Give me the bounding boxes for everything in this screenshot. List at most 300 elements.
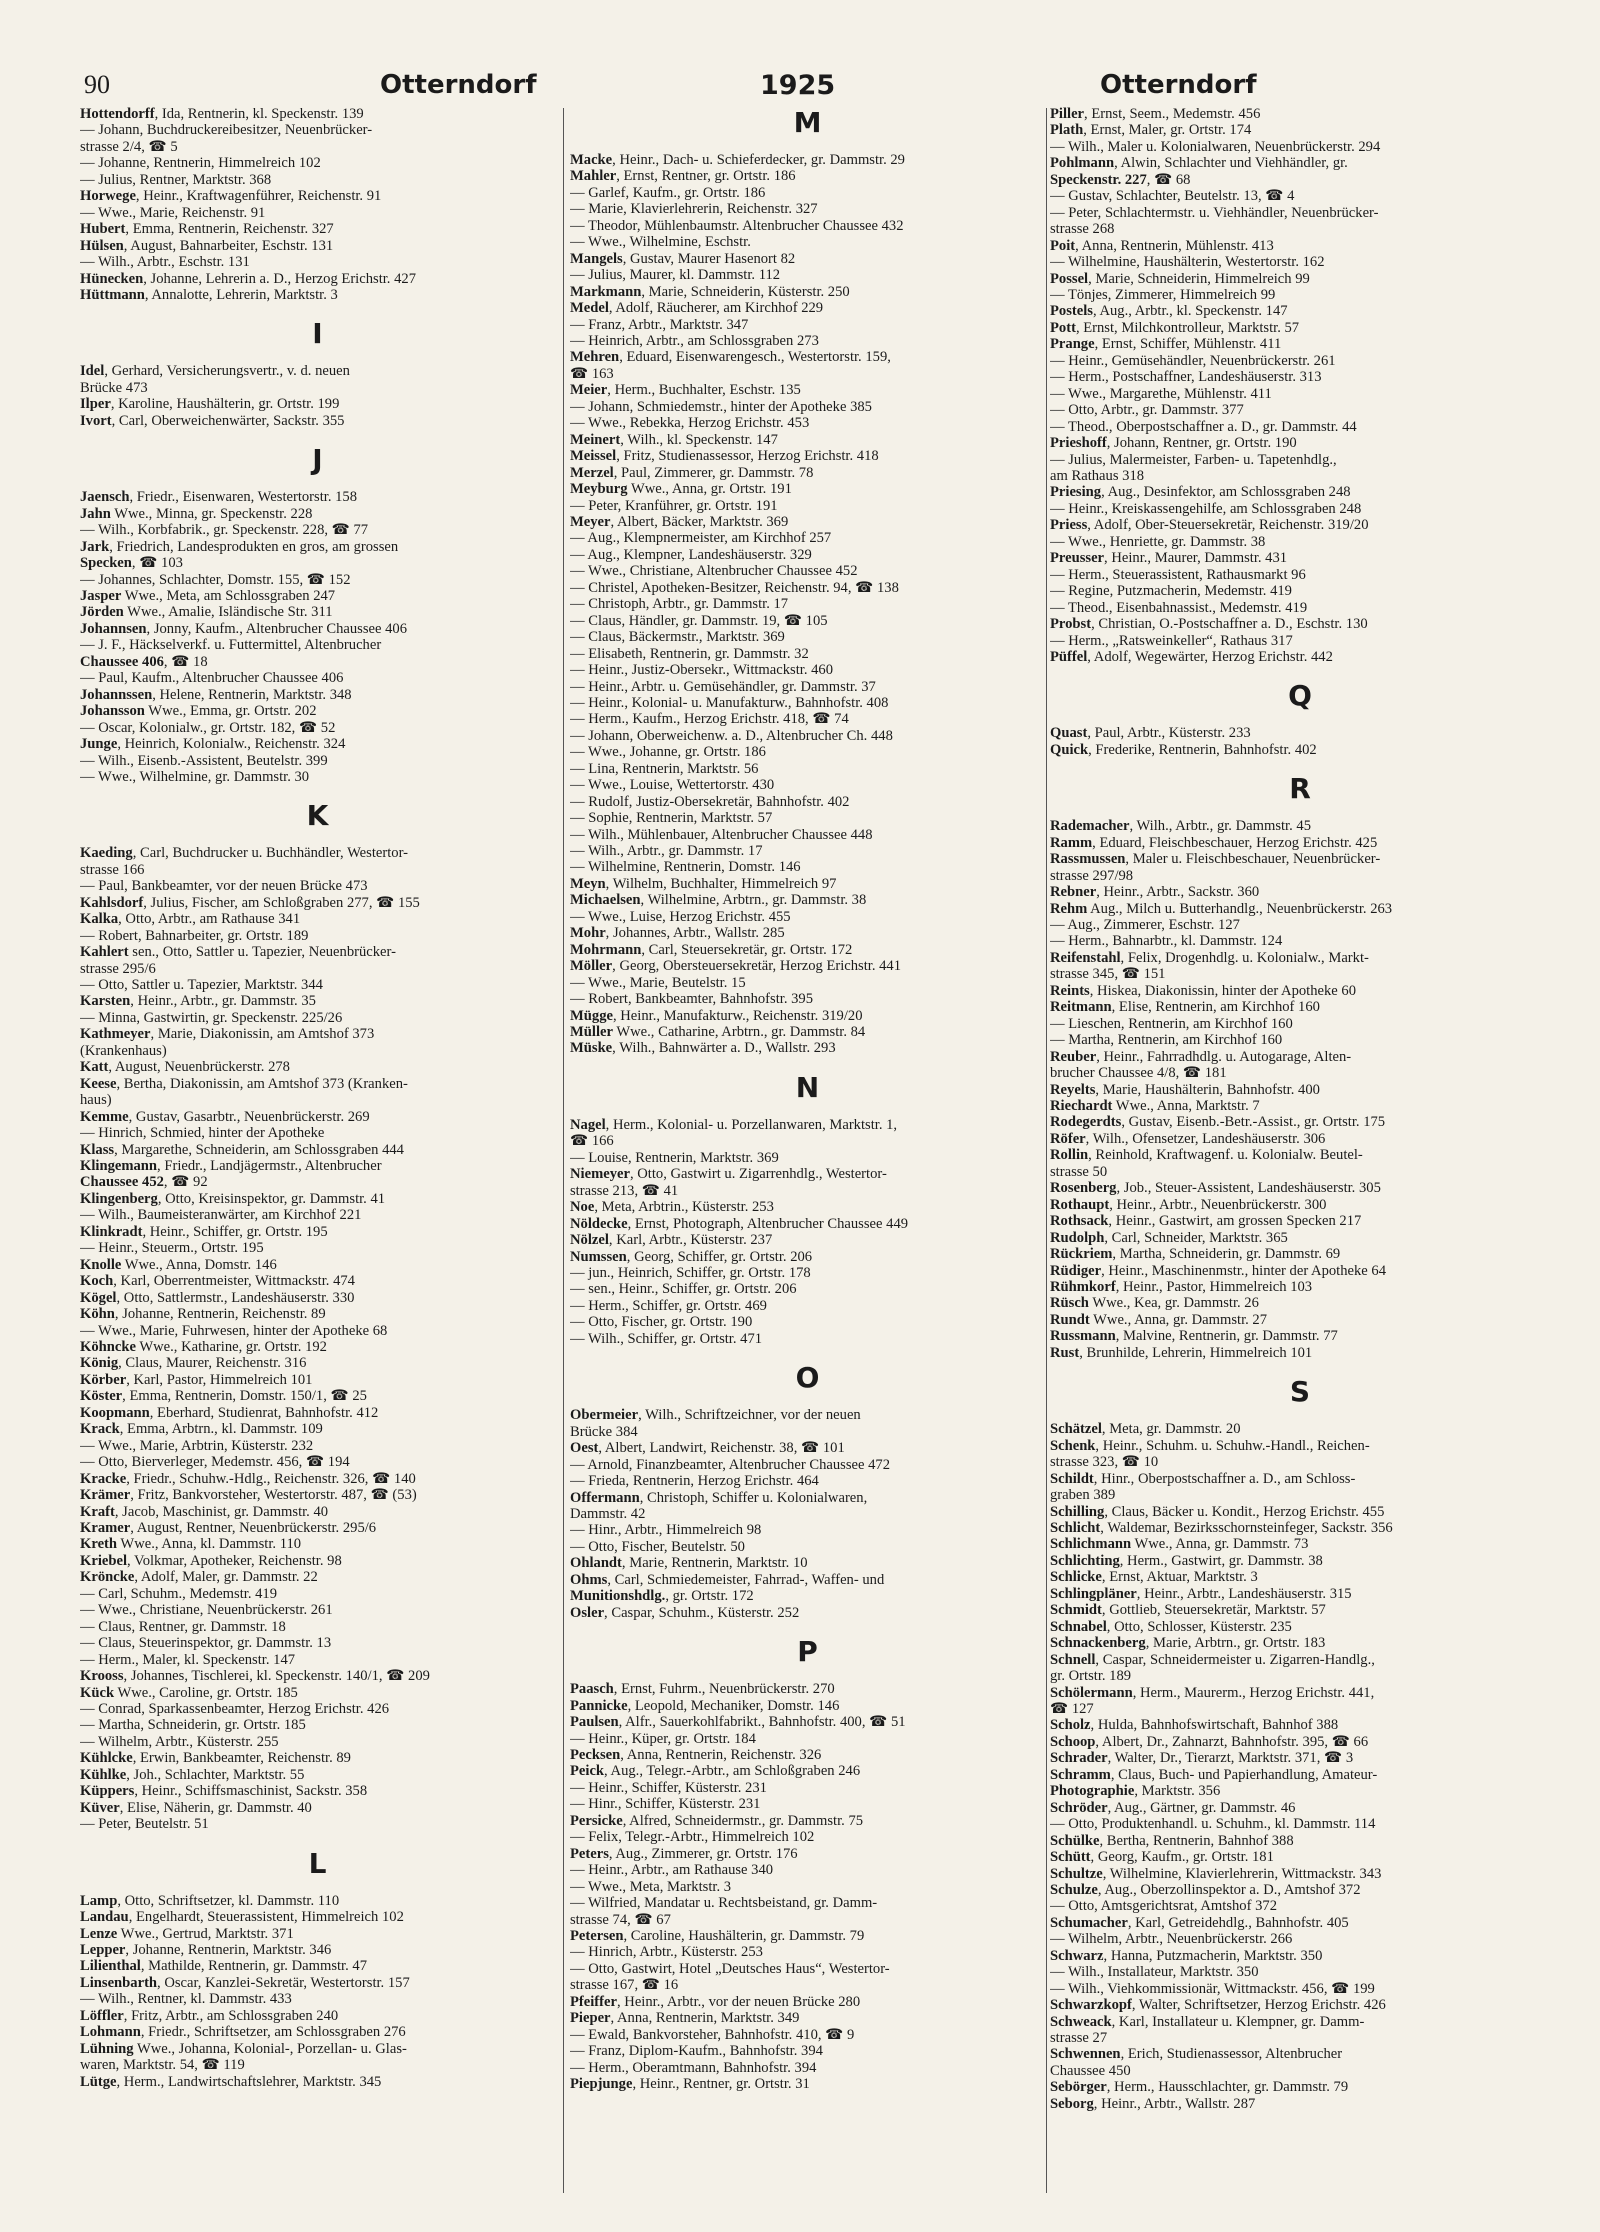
entry-surname: Priesing (1050, 484, 1102, 501)
directory-entry: waren, Marktstr. 54, ☎ 119 (80, 2057, 245, 2074)
entry-surname: Noe (570, 1199, 595, 1216)
directory-entry: — Wilh., Installateur, Marktstr. 350 (1050, 1964, 1259, 1981)
directory-entry: — Regine, Putzmacherin, Medemstr. 419 (1050, 583, 1292, 600)
directory-entry: Jaensch, Friedr., Eisenwaren, Westertorstr. 158 (80, 489, 358, 506)
directory-entry: Schnell, Caspar, Schneidermeister u. Zigarren-Handlg., (1050, 1651, 1375, 1668)
entry-surname: Kemme (80, 1108, 129, 1125)
entry-surname: Kathmeyer (80, 1026, 151, 1043)
directory-entry: strasse 27 (1050, 2030, 1108, 2047)
entry-surname: Mügge (570, 1007, 613, 1024)
directory-entry: Knolle Wwe., Anna, Domstr. 146 (80, 1256, 277, 1273)
directory-entry: — Theodor, Mühlenbaumstr. Altenbrucher Chaussee 432 (570, 217, 904, 234)
directory-entry: Schulze, Aug., Oberzollinspektor a. D., Amtshof 372 (1050, 1881, 1361, 1898)
directory-entry: strasse 297/98 (1050, 867, 1134, 884)
directory-entry: Mohr, Johannes, Arbtr., Wallstr. 285 (570, 925, 785, 942)
entry-surname: Offermann (570, 1489, 640, 1506)
directory-entry: Schätzel, Meta, gr. Dammstr. 20 (1050, 1421, 1241, 1438)
entry-surname: Ohms (570, 1571, 608, 1588)
directory-entry: Kühlcke, Erwin, Bankbeamter, Reichenstr. 89 (80, 1750, 351, 1767)
directory-entry: Kück Wwe., Caroline, gr. Ortstr. 185 (80, 1684, 298, 1701)
directory-entry: Photographie, Marktstr. 356 (1050, 1783, 1221, 1800)
directory-entry: Medel, Adolf, Räucherer, am Kirchhof 229 (570, 300, 824, 317)
directory-entry: Junge, Heinrich, Kolonialw., Reichenstr. 324 (80, 736, 346, 753)
entry-surname: Klass (80, 1141, 115, 1158)
entry-surname: Kühlke (80, 1766, 127, 1783)
entry-surname: Meissel (570, 448, 617, 465)
entry-surname: Krack (80, 1421, 120, 1438)
directory-entry: Possel, Marie, Schneiderin, Himmelreich 99 (1050, 270, 1310, 287)
directory-entry: — Franz, Arbtr., Marktstr. 347 (570, 316, 749, 333)
entry-surname: Schulze (1050, 1881, 1098, 1898)
directory-entry: Macke, Heinr., Dach- u. Schieferdecker, gr. Dammstr. 29 (570, 152, 905, 168)
entry-surname: Rodegerdts (1050, 1114, 1122, 1131)
directory-entry: — Heinr., Steuerm., Ortstr. 195 (80, 1240, 264, 1257)
section-letter: R (1289, 772, 1311, 806)
entry-surname: Rothaupt (1050, 1196, 1110, 1213)
directory-entry: Numssen, Georg, Schiffer, gr. Ortstr. 206 (570, 1248, 813, 1265)
entry-surname: Seborg (1050, 2095, 1094, 2112)
entry-surname: Possel (1050, 270, 1089, 287)
entry-surname: Schröder (1050, 1799, 1108, 1816)
entry-surname: Rosenberg (1050, 1180, 1117, 1197)
entry-surname: Schlichmann (1050, 1536, 1132, 1553)
directory-entry: — Wilh., Rentner, kl. Dammstr. 433 (80, 1991, 292, 2008)
directory-entry: ☎ 127 (1050, 1700, 1094, 1717)
entry-surname: Meyer (570, 513, 611, 530)
directory-entry: ☎ 166 (570, 1133, 614, 1150)
directory-entry: — Otto, Amtsgerichtsrat, Amtshof 372 (1050, 1898, 1278, 1915)
directory-entry: Ramm, Eduard, Fleischbeschauer, Herzog Erichstr. 425 (1050, 834, 1378, 851)
entry-surname: Koopmann (80, 1404, 150, 1421)
directory-entry: Oest, Albert, Landwirt, Reichenstr. 38, ☎ 101 (570, 1440, 845, 1457)
directory-entry: Körber, Karl, Pastor, Himmelreich 101 (80, 1371, 313, 1388)
entry-surname: Schlicht (1050, 1519, 1101, 1536)
directory-entry: Jörden Wwe., Amalie, Isländische Str. 311 (80, 604, 333, 621)
entry-surname: Quick (1050, 741, 1089, 758)
directory-entry: Schwennen, Erich, Studienassessor, Altenbrucher (1050, 2046, 1343, 2063)
directory-entry: — Johann, Schmiedemstr., hinter der Apotheke 385 (570, 398, 872, 415)
entry-surname: Paasch (570, 1681, 614, 1698)
directory-entry: Kramer, August, Rentner, Neuenbrückerstr. 295/6 (80, 1519, 377, 1536)
directory-entry: Schenk, Heinr., Schuhm. u. Schuhw.-Handl., Reichen- (1050, 1437, 1370, 1454)
entry-surname: Schrader (1050, 1750, 1108, 1767)
entry-surname: Kahlert (80, 944, 129, 961)
directory-entry: graben 389 (1050, 1487, 1116, 1504)
entry-surname: Johannsen (80, 620, 147, 637)
directory-entry: Krämer, Fritz, Bankvorsteher, Westertorstr. 487, ☎ (53) (80, 1487, 417, 1504)
directory-entry: Kaeding, Carl, Buchdrucker u. Buchhändler, Westertor- (80, 845, 408, 862)
directory-entry: Möller, Georg, Obersteuersekretär, Herzog Erichstr. 441 (570, 958, 902, 975)
directory-entry: Kahlert sen., Otto, Sattler u. Tapezier, Neuenbrücker- (80, 944, 396, 961)
directory-entry: — Claus, Rentner, gr. Dammstr. 18 (80, 1618, 286, 1635)
directory-entry: — Heinr., Justiz-Obersekr., Wittmackstr. 460 (570, 662, 834, 679)
directory-entry: Schlingpläner, Heinr., Arbtr., Landeshäuserstr. 315 (1050, 1585, 1352, 1602)
directory-entry: Priess, Adolf, Ober-Steuersekretär, Reichenstr. 319/20 (1050, 517, 1369, 534)
directory-entry: Postels, Aug., Arbtr., kl. Speckenstr. 147 (1050, 303, 1288, 320)
entry-surname: Osler (570, 1604, 605, 1621)
entry-surname: Jörden (80, 604, 124, 621)
column-divider (563, 108, 564, 2193)
directory-entry: Schlichmann Wwe., Anna, gr. Dammstr. 73 (1050, 1536, 1309, 1553)
directory-entry: — Christoph, Arbtr., gr. Dammstr. 17 (570, 596, 789, 613)
directory-entry: Johannssen, Helene, Rentnerin, Marktstr. 348 (80, 686, 352, 703)
directory-entry: — Julius, Rentner, Marktstr. 368 (80, 171, 272, 188)
directory-entry: — Wilhelm, Arbtr., Küsterstr. 255 (80, 1733, 279, 1750)
directory-entry: — Herm., Maler, kl. Speckenstr. 147 (80, 1651, 296, 1668)
entry-surname: Schlingpläner (1050, 1585, 1137, 1602)
entry-surname: Schlicke (1050, 1569, 1102, 1586)
entry-surname: Paulsen (570, 1714, 619, 1731)
directory-entry: Schlichting, Herm., Gastwirt, gr. Dammstr. 38 (1050, 1552, 1323, 1569)
directory-entry: Schröder, Aug., Gärtner, gr. Dammstr. 46 (1050, 1799, 1296, 1816)
directory-entry: — Martha, Schneiderin, gr. Ortstr. 185 (80, 1717, 306, 1734)
entry-surname: Quast (1050, 725, 1088, 742)
directory-entry: Rollin, Reinhold, Kraftwagenf. u. Kolonialw. Beutel- (1050, 1147, 1363, 1164)
entry-surname: Macke (570, 152, 613, 168)
entry-surname: Rückriem (1050, 1246, 1113, 1263)
directory-entry: — Wwe., Rebekka, Herzog Erichstr. 453 (570, 415, 810, 432)
directory-entry: Rothsack, Heinr., Gastwirt, am grossen Specken 217 (1050, 1213, 1362, 1230)
directory-entry: Prange, Ernst, Schiffer, Mühlenstr. 411 (1050, 336, 1282, 353)
directory-entry: Offermann, Christoph, Schiffer u. Kolonialwaren, (570, 1489, 868, 1506)
entry-surname: Mahler (570, 168, 617, 185)
directory-entry: Schwarz, Hanna, Putzmacherin, Marktstr. 350 (1050, 1947, 1323, 1964)
directory-entry: — Martha, Rentnerin, am Kirchhof 160 (1050, 1032, 1283, 1049)
entry-surname: Müller (570, 1024, 613, 1041)
directory-entry: Piepjunge, Heinr., Rentner, gr. Ortstr. 31 (570, 2076, 810, 2093)
entry-surname: Schülke (1050, 1832, 1100, 1849)
directory-entry: — Herm., Schiffer, gr. Ortstr. 469 (570, 1297, 767, 1314)
entry-surname: Rothsack (1050, 1213, 1109, 1230)
entry-surname: Prieshoff (1050, 435, 1107, 452)
directory-entry: Ohms, Carl, Schmiedemeister, Fahrrad-, Waffen- und (570, 1571, 885, 1588)
section-letter: N (795, 1070, 820, 1104)
directory-entry: Nölzel, Karl, Arbtr., Küsterstr. 237 (570, 1232, 773, 1249)
entry-surname: Schmidt (1050, 1602, 1102, 1619)
directory-entry: Ilper, Karoline, Haushälterin, gr. Ortstr. 199 (80, 396, 340, 413)
directory-entry: Noe, Meta, Arbtrin., Küsterstr. 253 (570, 1199, 774, 1216)
entry-surname: Reints (1050, 982, 1090, 999)
entry-surname: Nölzel (570, 1232, 609, 1249)
directory-entry: Lenze Wwe., Gertrud, Marktstr. 371 (80, 1925, 294, 1942)
directory-entry: Kracke, Friedr., Schuhw.-Hdlg., Reichenstr. 326, ☎ 140 (80, 1470, 416, 1487)
entry-surname: Rust (1050, 1344, 1080, 1361)
entry-surname: Pannicke (570, 1697, 628, 1714)
entry-surname: Köster (80, 1388, 123, 1405)
entry-surname: Püffel (1050, 648, 1088, 665)
directory-entry: — Wilhelmine, Rentnerin, Domstr. 146 (570, 859, 801, 876)
directory-entry: — Wwe., Margarethe, Mühlenstr. 411 (1050, 385, 1272, 402)
directory-entry: Persicke, Alfred, Schneidermstr., gr. Dammstr. 75 (570, 1812, 864, 1829)
directory-entry: Rüdiger, Heinr., Maschinenmstr., hinter der Apotheke 64 (1050, 1262, 1387, 1279)
column-divider (1046, 108, 1047, 2193)
directory-entry: Keese, Bertha, Diakonissin, am Amtshof 373 (Kranken- (80, 1075, 408, 1092)
directory-entry: — Hinr., Schiffer, Küsterstr. 231 (570, 1796, 761, 1813)
entry-surname: Junge (80, 736, 118, 753)
directory-entry: Koopmann, Eberhard, Studienrat, Bahnhofstr. 412 (80, 1404, 379, 1421)
entry-surname: Jahn (80, 505, 111, 522)
entry-surname: Rühmkorf (1050, 1279, 1116, 1295)
directory-entry: — Julius, Maurer, kl. Dammstr. 112 (570, 267, 781, 284)
directory-entry: — Wilh., Mühlenbauer, Altenbrucher Chaussee 448 (570, 826, 873, 843)
entry-surname: Ohlandt (570, 1555, 622, 1572)
directory-entry: — J. F., Häckselverkf. u. Futtermittel, Altenbrucher (80, 637, 382, 654)
directory-entry: — Herm., Oberamtmann, Bahnhofstr. 394 (570, 2059, 817, 2076)
entry-surname: Petersen (570, 1927, 624, 1944)
entry-surname: Pohlmann (1050, 155, 1115, 172)
entry-surname: Merzel (570, 464, 614, 481)
entry-surname: Krämer (80, 1487, 131, 1504)
directory-entry: — Wilh., Schiffer, gr. Ortstr. 471 (570, 1330, 763, 1347)
entry-surname: Reuber (1050, 1048, 1097, 1065)
entry-surname: Probst (1050, 616, 1092, 633)
directory-entry: — Heinr., Arbtr. u. Gemüsehändler, gr. Dammstr. 37 (570, 678, 876, 695)
entry-surname: Keese (80, 1075, 117, 1092)
directory-entry: Schrader, Walter, Dr., Tierarzt, Marktstr. 371, ☎ 3 (1050, 1750, 1354, 1767)
section-letter: J (312, 443, 323, 477)
entry-surname: Lütge (80, 2073, 117, 2090)
entry-surname: Hüttmann (80, 286, 145, 303)
directory-entry: Schramm, Claus, Buch- und Papierhandlung, Amateur- (1050, 1766, 1378, 1783)
directory-entry: Meissel, Fritz, Studienassessor, Herzog Erichstr. 418 (570, 448, 879, 465)
section-letter: L (308, 1846, 327, 1880)
directory-entry: — Garlef, Kaufm., gr. Ortstr. 186 (570, 184, 766, 201)
directory-entry: strasse 167, ☎ 16 (570, 1977, 679, 1994)
directory-entry: — Frieda, Rentnerin, Herzog Erichstr. 464 (570, 1473, 819, 1490)
directory-entry: Quast, Paul, Arbtr., Küsterstr. 233 (1050, 725, 1251, 742)
directory-entry: Kühlke, Joh., Schlachter, Marktstr. 55 (80, 1766, 305, 1783)
entry-surname: Rundt (1050, 1311, 1090, 1328)
entry-surname: Lenze (80, 1925, 118, 1942)
directory-entry: Mangels, Gustav, Maurer Hasenort 82 (570, 250, 796, 267)
directory-entry: — Herm., Bahnarbtr., kl. Dammstr. 124 (1050, 933, 1283, 950)
directory-entry: Rudolph, Carl, Schneider, Marktstr. 365 (1050, 1229, 1288, 1246)
entry-surname: Preusser (1050, 550, 1105, 567)
directory-entry: Johansson Wwe., Emma, gr. Ortstr. 202 (80, 703, 317, 720)
directory-entry: Mehren, Eduard, Eisenwarengesch., Westertorstr. 159, (570, 349, 891, 366)
entry-surname: Kriebel (80, 1552, 128, 1569)
entry-surname: Knolle (80, 1256, 122, 1273)
directory-entry: — Felix, Telegr.-Arbtr., Himmelreich 102 (570, 1829, 815, 1846)
directory-entry: Rückriem, Martha, Schneiderin, gr. Dammstr. 69 (1050, 1246, 1341, 1263)
directory-entry: — Herm., Postschaffner, Landeshäuserstr. 313 (1050, 369, 1322, 386)
entry-surname: Hülsen (80, 237, 124, 254)
directory-entry: — jun., Heinrich, Schiffer, gr. Ortstr. 178 (570, 1265, 811, 1281)
entry-surname: Idel (80, 363, 105, 380)
entry-surname: Peick (570, 1763, 605, 1780)
directory-entry: Jahn Wwe., Minna, gr. Speckenstr. 228 (80, 505, 313, 522)
entry-surname: Schildt (1050, 1470, 1094, 1487)
directory-entry: — Tönjes, Zimmerer, Himmelreich 99 (1050, 286, 1276, 303)
directory-entry: — Robert, Bankbeamter, Bahnhofstr. 395 (570, 991, 814, 1008)
entry-surname: Rebner (1050, 884, 1097, 901)
directory-entry: Paasch, Ernst, Fuhrm., Neuenbrückerstr. 270 (570, 1681, 835, 1698)
entry-surname: Kraft (80, 1503, 115, 1520)
directory-entry: — Heinrich, Arbtr., am Schlossgraben 273 (570, 332, 819, 349)
entry-surname: Schütt (1050, 1849, 1091, 1866)
directory-entry: — Julius, Malermeister, Farben- u. Tapetenhdlg., (1050, 451, 1337, 468)
entry-surname: Katt (80, 1059, 109, 1076)
entry-surname: Meyburg (570, 481, 628, 498)
directory-entry: — Gustav, Schlachter, Beutelstr. 13, ☎ 4 (1050, 188, 1295, 205)
entry-surname: Schumacher (1050, 1914, 1128, 1931)
directory-entry: — Claus, Händler, gr. Dammstr. 19, ☎ 105 (570, 612, 828, 629)
directory-entry: — Wilh., Baumeisteranwärter, am Kirchhof 221 (80, 1207, 362, 1224)
directory-entry: brucher Chaussee 4/8, ☎ 181 (1050, 1065, 1227, 1082)
directory-entry: — Peter, Kranführer, gr. Ortstr. 191 (570, 497, 778, 514)
entry-surname: Michaelsen (570, 892, 641, 909)
directory-entry: — Johanne, Rentnerin, Himmelreich 102 (80, 155, 321, 172)
directory-entry: Pieper, Anna, Rentnerin, Marktstr. 349 (570, 2010, 800, 2027)
directory-entry: Meyer, Albert, Bäcker, Marktstr. 369 (570, 513, 789, 530)
entry-surname: Mohr (570, 925, 606, 942)
entry-surname: Munitionshdlg. (570, 1588, 666, 1605)
section-letter: P (797, 1635, 818, 1669)
directory-entry: Krack, Emma, Arbtrn., kl. Dammstr. 109 (80, 1421, 323, 1438)
directory-entry: Brücke 384 (570, 1423, 638, 1440)
directory-entry: — Wwe., Wilhelmine, gr. Dammstr. 30 (80, 768, 310, 785)
entry-surname: Rüsch (1050, 1295, 1089, 1312)
directory-entry: — Wilh., Eisenb.-Assistent, Beutelstr. 399 (80, 752, 328, 769)
directory-entry: Piller, Ernst, Seem., Medemstr. 456 (1050, 106, 1261, 122)
directory-entry: Klingenberg, Otto, Kreisinspektor, gr. Dammstr. 41 (80, 1190, 386, 1207)
directory-entry: — Otto, Arbtr., gr. Dammstr. 377 (1050, 402, 1244, 419)
directory-entry: Kraft, Jacob, Maschinist, gr. Dammstr. 40 (80, 1503, 329, 1520)
directory-entry: haus) (80, 1092, 112, 1109)
entry-surname: Chaussee 452 (80, 1174, 164, 1191)
directory-entry: Jasper Wwe., Meta, am Schlossgraben 247 (80, 587, 336, 604)
section-letter: K (306, 799, 329, 833)
entry-surname: Jasper (80, 587, 122, 604)
entry-surname: Hottendorff (80, 106, 155, 122)
directory-entry: — Otto, Produktenhandl. u. Schuhm., kl. Dammstr. 114 (1050, 1816, 1376, 1833)
directory-entry: Landau, Engelhardt, Steuerassistent, Himmelreich 102 (80, 1909, 404, 1926)
directory-entry: Pecksen, Anna, Rentnerin, Reichenstr. 326 (570, 1746, 822, 1763)
directory-entry: Schülke, Bertha, Rentnerin, Bahnhof 388 (1050, 1832, 1294, 1849)
entry-surname: Horwege (80, 188, 136, 205)
directory-entry: — Ewald, Bankvorsteher, Bahnhofstr. 410, ☎ 9 (570, 2026, 855, 2043)
directory-entry: Nagel, Herm., Kolonial- u. Porzellanwaren, Marktstr. 1, (570, 1116, 898, 1133)
directory-entry: Brücke 473 (80, 379, 148, 396)
directory-entry: Schütt, Georg, Kaufm., gr. Ortstr. 181 (1050, 1849, 1274, 1866)
directory-entry: Löffler, Fritz, Arbtr., am Schlossgraben 240 (80, 2007, 339, 2024)
directory-entry: Meyn, Wilhelm, Buchhalter, Himmelreich 97 (570, 875, 837, 892)
directory-entry: — Heinr., Kolonial- u. Manufakturw., Bahnhofstr. 408 (570, 694, 889, 711)
directory-entry: — Robert, Bahnarbeiter, gr. Ortstr. 189 (80, 927, 309, 944)
entry-surname: Löffler (80, 2007, 124, 2024)
directory-entry: Chaussee 450 (1050, 2062, 1131, 2079)
entry-surname: Schätzel (1050, 1421, 1102, 1438)
entry-surname: Reitmann (1050, 999, 1112, 1016)
entry-surname: König (80, 1355, 119, 1372)
directory-entry: — Otto, Sattler u. Tapezier, Marktstr. 344 (80, 977, 323, 994)
entry-surname: Pott (1050, 319, 1076, 336)
directory-entry: Rosenberg, Job., Steuer-Assistent, Landeshäuserstr. 305 (1050, 1180, 1381, 1197)
entry-surname: Plath (1050, 122, 1084, 139)
entry-surname: Klingemann (80, 1158, 158, 1175)
directory-entry: Köhncke Wwe., Katharine, gr. Ortstr. 192 (80, 1339, 327, 1355)
directory-entry: — Sophie, Rentnerin, Marktstr. 57 (570, 810, 773, 827)
directory-entry: Klass, Margarethe, Schneiderin, am Schlossgraben 444 (80, 1141, 404, 1158)
entry-surname: Köhncke (80, 1339, 136, 1355)
entry-surname: Schultze (1050, 1865, 1103, 1882)
directory-entry: strasse 74, ☎ 67 (570, 1911, 671, 1928)
directory-entry: — Wilh., Viehkommissionär, Wittmackstr. 456, ☎ 199 (1050, 1980, 1375, 1997)
directory-entry: strasse 166 (80, 861, 145, 878)
directory-entry: — Heinr., Gemüsehändler, Neuenbrückerstr. 261 (1050, 352, 1336, 369)
directory-entry: Chaussee 452, ☎ 92 (80, 1174, 208, 1191)
directory-entry: Krooss, Johannes, Tischlerei, kl. Speckenstr. 140/1, ☎ 209 (80, 1668, 430, 1685)
directory-entry: Osler, Caspar, Schuhm., Küsterstr. 252 (570, 1604, 800, 1621)
entry-surname: Piepjunge (570, 2076, 633, 2093)
directory-entry: Obermeier, Wilh., Schriftzeichner, vor der neuen (570, 1407, 861, 1424)
directory-entry: — Rudolf, Justiz-Obersekretär, Bahnhofstr. 402 (570, 793, 850, 810)
entry-surname: Schilling (1050, 1503, 1105, 1520)
entry-surname: Mehren (570, 349, 620, 366)
directory-entry: — Peter, Schlachtermstr. u. Viehhändler, Neuenbrücker- (1050, 204, 1379, 221)
entry-surname: Piller (1050, 106, 1085, 122)
entry-surname: Nagel (570, 1116, 606, 1133)
directory-entry: — Heinr., Kreiskassengehilfe, am Schlossgraben 248 (1050, 500, 1362, 517)
directory-entry: Klingemann, Friedr., Landjägermstr., Altenbrucher (80, 1158, 382, 1175)
directory-entry: Mohrmann, Carl, Steuersekretär, gr. Ortstr. 172 (570, 941, 853, 958)
directory-entry: Prieshoff, Johann, Rentner, gr. Ortstr. 190 (1050, 435, 1297, 452)
directory-entry: Schoop, Albert, Dr., Zahnarzt, Bahnhofstr. 395, ☎ 66 (1050, 1733, 1369, 1750)
directory-entry: Peters, Aug., Zimmerer, gr. Ortstr. 176 (570, 1845, 798, 1862)
entry-surname: Rassmussen (1050, 851, 1126, 868)
directory-entry: Rothaupt, Heinr., Arbtr., Neuenbrückerstr. 300 (1050, 1196, 1327, 1213)
entry-surname: Kögel (80, 1289, 117, 1306)
directory-entry: Petersen, Caroline, Haushälterin, gr. Dammstr. 79 (570, 1927, 865, 1944)
directory-entry: Schnackenberg, Marie, Arbtrn., gr. Ortstr. 183 (1050, 1635, 1326, 1652)
entry-surname: Jark (80, 538, 110, 555)
directory-entry: strasse 50 (1050, 1163, 1108, 1180)
directory-entry: — Peter, Beutelstr. 51 (80, 1816, 209, 1833)
directory-entry: Linsenbarth, Oscar, Kanzlei-Sekretär, Westertorstr. 157 (80, 1974, 410, 1991)
directory-entry: — Arnold, Finanzbeamter, Altenbrucher Chaussee 472 (570, 1456, 890, 1473)
directory-entry: Schlicke, Ernst, Aktuar, Marktstr. 3 (1050, 1569, 1258, 1586)
directory-entry: Specken, ☎ 103 (80, 555, 183, 572)
directory-entry: Meier, Herm., Buchhalter, Eschstr. 135 (570, 382, 801, 399)
directory-entry: strasse 2/4, ☎ 5 (80, 138, 178, 155)
section-letter: M (793, 106, 822, 139)
entry-surname: Mangels (570, 250, 623, 267)
entry-surname: Schölermann (1050, 1684, 1133, 1701)
directory-entry: Koch, Karl, Oberrentmeister, Wittmackstr. 474 (80, 1273, 355, 1290)
entry-surname: Mohrmann (570, 941, 642, 958)
directory-entry: — Otto, Gastwirt, Hotel „Deutsches Haus“, Westertor- (570, 1960, 890, 1977)
entry-surname: Meier (570, 382, 608, 399)
directory-entry: Riechardt Wwe., Anna, Marktstr. 7 (1050, 1098, 1260, 1115)
entry-surname: Schwennen (1050, 2046, 1121, 2063)
directory-entry: Speckenstr. 227, ☎ 68 (1050, 171, 1191, 188)
directory-entry: Rademacher, Wilh., Arbtr., gr. Dammstr. 45 (1050, 818, 1312, 835)
directory-entry: Mügge, Heinr., Manufakturw., Reichenstr. 319/20 (570, 1007, 863, 1024)
directory-entry: Schweack, Karl, Installateur u. Klempner, gr. Damm- (1050, 2013, 1365, 2030)
directory-column-3 (1050, 106, 1550, 2196)
directory-entry: — Carl, Schuhm., Medemstr. 419 (80, 1585, 278, 1602)
entry-surname: Obermeier (570, 1407, 639, 1424)
section-letter: S (1289, 1375, 1311, 1409)
directory-entry: Ohlandt, Marie, Rentnerin, Marktstr. 10 (570, 1555, 808, 1572)
entry-surname: Lohmann (80, 2024, 141, 2041)
directory-entry: Quick, Frederike, Rentnerin, Bahnhofstr. 402 (1050, 741, 1317, 758)
entry-surname: Landau (80, 1909, 129, 1926)
entry-surname: Klingenberg (80, 1190, 158, 1207)
directory-entry: gr. Ortstr. 189 (1050, 1668, 1132, 1685)
directory-entry: Hottendorff, Ida, Rentnerin, kl. Speckenstr. 139 (80, 106, 364, 122)
entry-surname: Nöldecke (570, 1215, 628, 1232)
